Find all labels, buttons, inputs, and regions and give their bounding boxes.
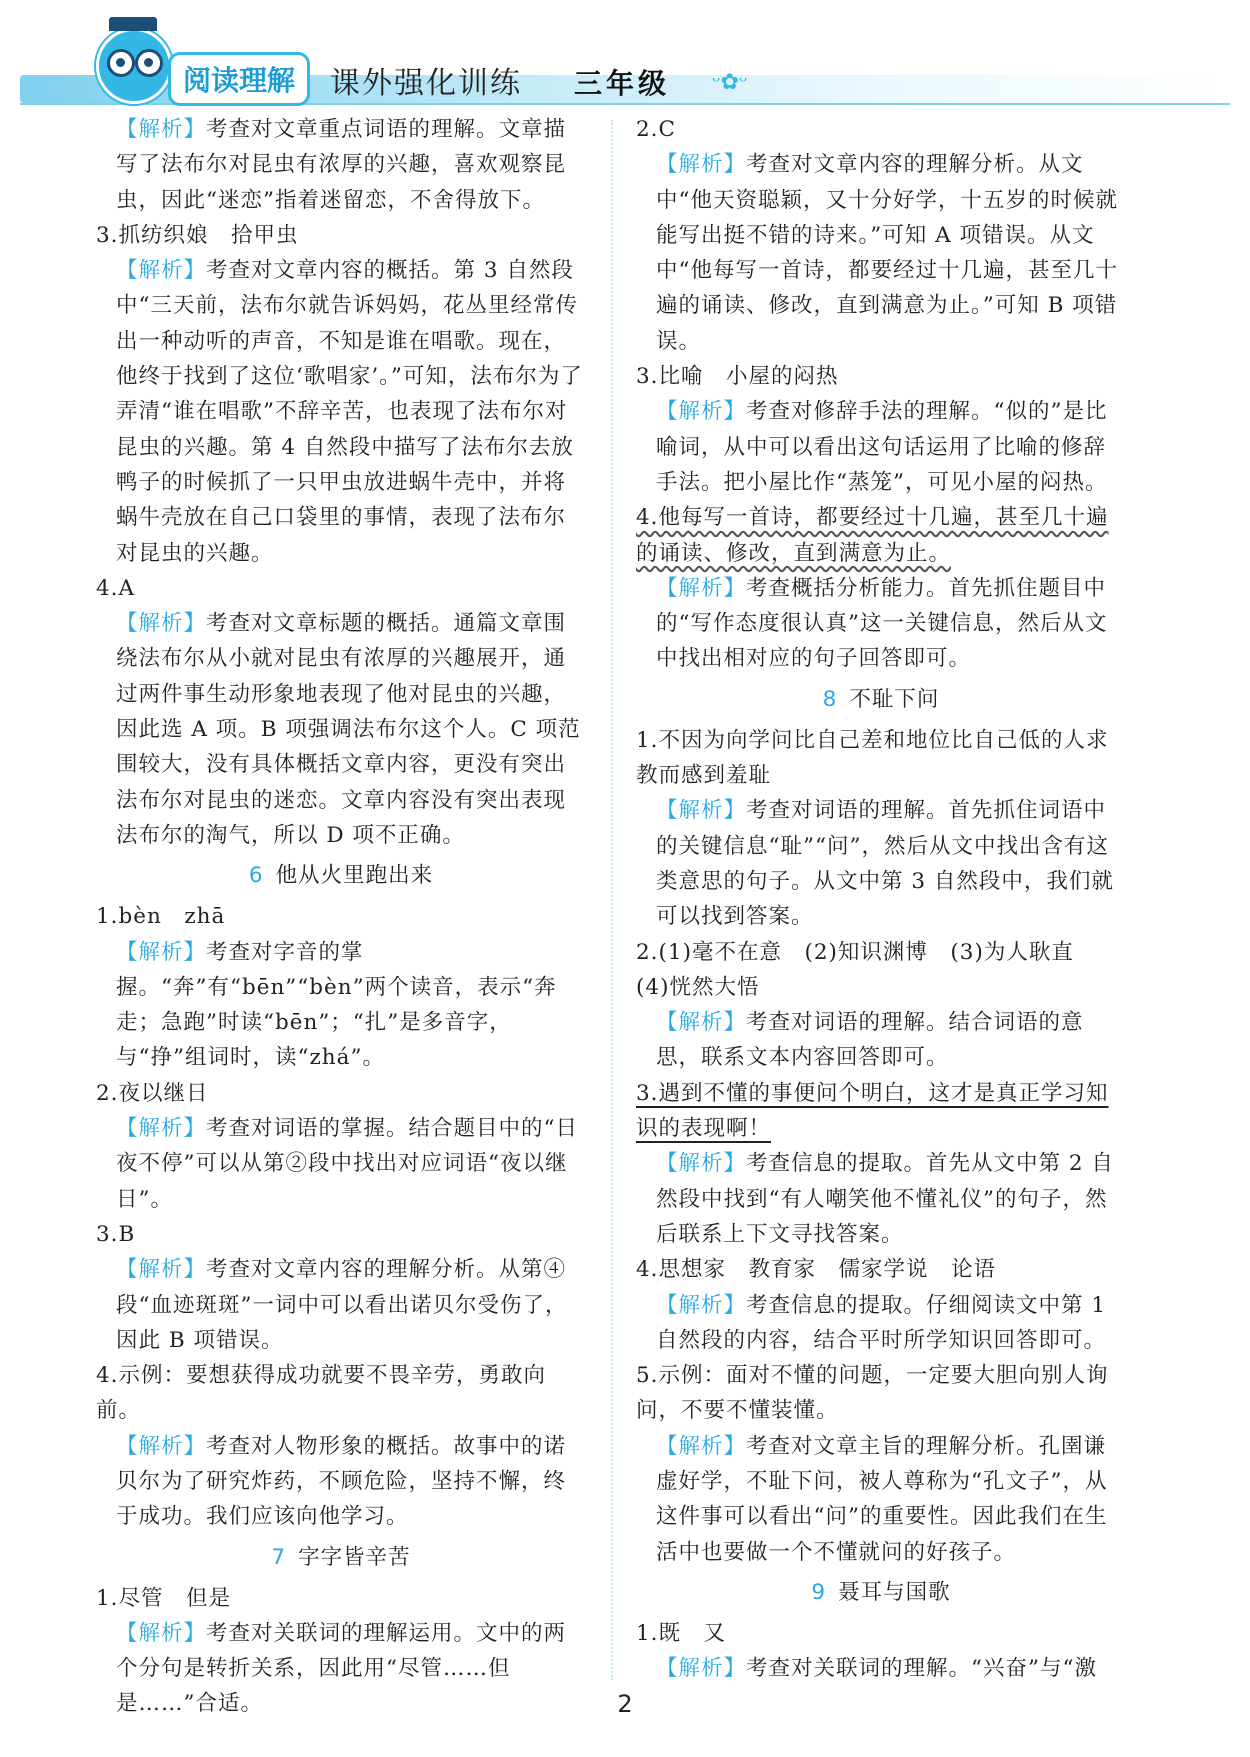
- analysis-paragraph: [96, 1429, 586, 1535]
- analysis-tag: 【解析】: [656, 152, 747, 178]
- analysis-paragraph: [636, 1651, 1126, 1686]
- analysis-paragraph: [96, 112, 586, 218]
- answer-text: 4.思想家 教育家 儒家学说 论语: [636, 1257, 997, 1283]
- analysis-text: 考查对词语的掌握。结合题目中的“日夜不停”可以从第②段中找出对应词语“夜以继日”。: [116, 1116, 579, 1212]
- section-heading: [636, 1570, 1126, 1616]
- answer-line: [96, 1076, 586, 1111]
- analysis-tag: 【解析】: [656, 1010, 747, 1036]
- analysis-paragraph: [636, 147, 1126, 359]
- answer-line: [96, 1217, 586, 1252]
- analysis-text: 考查对文章主旨的理解分析。孔圉谦虚好学，不耻下问，被人尊称为“孔文子”，从这件事可以看出“问”的重要性。因此我们在生活中也要做一个不懂就问的好孩子。: [656, 1433, 1108, 1565]
- analysis-tag-label: 解析: [138, 1116, 184, 1142]
- answer-text: 3.抓纺织娘 拾甲虫: [96, 222, 299, 248]
- answer-text: 3.遇到不懂的事便问个明白，这才是真正学习知识的表现啊！: [636, 1080, 1109, 1142]
- analysis-tag-label: 解析: [678, 1292, 724, 1318]
- answer-line: [636, 112, 1126, 147]
- answer-line: [636, 1616, 1126, 1651]
- answer-line: [96, 1358, 586, 1429]
- analysis-tag: 【解析】: [116, 258, 207, 284]
- analysis-text: 考查对文章重点词语的理解。文章描写了法布尔对昆虫有浓厚的兴趣，喜欢观察昆虫，因此“迷恋”指着迷留恋，不舍得放下。: [116, 117, 567, 213]
- section-number: 6: [248, 863, 264, 889]
- analysis-tag-label: 解析: [678, 575, 724, 601]
- analysis-tag: 【解析】: [656, 1656, 747, 1682]
- page-number: 2: [617, 1690, 633, 1718]
- analysis-text: 考查对人物形象的概括。故事中的诺贝尔为了研究炸药，不顾危险，坚持不懈，终于成功。我们应该向他学习。: [116, 1433, 567, 1530]
- answer-line: [96, 218, 586, 253]
- analysis-tag: 【解析】: [116, 1116, 207, 1142]
- analysis-text: 考查对文章内容的概括。第 3 自然段中“三天前，法布尔就告诉妈妈，花丛里经常传出一种动听的声音，不知是谁在唱歌。现在，他终于找到了这位‘歌唱家’。”可知，法布尔为了弄清“谁在唱歌”不辞辛苦，也表现了法布尔对昆虫的兴趣。第 4 自然段中描写了法布尔去放鸭子的时候抓了一只甲虫放进蜗牛壳中，并将蜗牛壳放在自己口袋里的事情，表现了法布尔对昆虫的兴趣。: [116, 258, 583, 566]
- analysis-tag-label: 解析: [678, 1151, 724, 1177]
- analysis-paragraph: [96, 253, 586, 571]
- grade-label: 三年级: [574, 67, 671, 100]
- analysis-tag: 【解析】: [116, 1433, 207, 1459]
- analysis-tag-label: 解析: [138, 1620, 184, 1646]
- answer-line: [96, 1581, 586, 1616]
- analysis-text: 考查对文章内容的理解分析。从第④段“血迹斑斑”一词中可以看出诺贝尔受伤了，因此 B 项错误。: [116, 1257, 568, 1353]
- analysis-tag: 【解析】: [116, 117, 207, 142]
- answer-text: 2.(1)毫不在意 (2)知识渊博 (3)为人耿直 (4)恍然大悟: [636, 939, 1097, 1000]
- analysis-tag: 【解析】: [656, 575, 747, 601]
- analysis-text: 考查信息的提取。首先从文中第 2 自然段中找到“有人嘲笑他不懂礼仪”的句子，然后联系上下文寻找答案。: [656, 1151, 1114, 1247]
- analysis-paragraph: [636, 571, 1126, 677]
- analysis-paragraph: [636, 1429, 1126, 1570]
- analysis-tag: 【解析】: [116, 1257, 207, 1283]
- analysis-text: 考查信息的提取。仔细阅读文中第 1 自然段的内容，结合平时所学知识回答即可。: [656, 1292, 1107, 1353]
- analysis-tag: 【解析】: [116, 1620, 207, 1646]
- answer-text: 3.比喻 小屋的闷热: [636, 364, 839, 390]
- analysis-text: 考查对关联词的理解。“兴奋”与“激: [746, 1656, 1098, 1682]
- analysis-paragraph: [96, 1111, 586, 1217]
- answer-column-left: [96, 112, 586, 1722]
- answer-line: [636, 935, 1126, 1006]
- analysis-tag-label: 解析: [678, 1433, 724, 1459]
- leaf-ornament-icon: ᵕ✿ᵕ: [712, 70, 748, 95]
- analysis-paragraph: [96, 935, 586, 1076]
- section-title: 不耻下问: [849, 686, 940, 712]
- section-heading: [96, 853, 586, 899]
- analysis-tag: 【解析】: [116, 611, 207, 637]
- answer-text: 4.示例：要想获得成功就要不畏辛劳，勇敢向前。: [96, 1363, 547, 1424]
- answer-text: 1.不因为向学问比自己差和地位比自己低的人求教而感到羞耻: [636, 727, 1109, 789]
- analysis-tag-label: 解析: [138, 939, 184, 965]
- owl-mascot-icon: [96, 28, 172, 104]
- analysis-paragraph: [96, 1252, 586, 1358]
- analysis-tag-label: 解析: [138, 258, 184, 284]
- answer-text: 4.A: [96, 575, 136, 601]
- analysis-tag-label: 解析: [678, 1656, 724, 1682]
- answer-line: [636, 1358, 1126, 1429]
- answer-line: [96, 571, 586, 606]
- section-number: 7: [271, 1544, 287, 1570]
- analysis-tag-label: 解析: [138, 1257, 184, 1283]
- answer-text: 3.B: [96, 1221, 136, 1247]
- analysis-paragraph: [636, 1005, 1126, 1076]
- answer-line: [636, 359, 1126, 394]
- analysis-tag-label: 解析: [678, 152, 724, 178]
- series-badge: 阅读理解: [168, 52, 310, 106]
- analysis-paragraph: [636, 394, 1126, 500]
- analysis-tag: 【解析】: [656, 1151, 747, 1177]
- analysis-tag: 【解析】: [656, 1292, 747, 1318]
- page-header: [0, 0, 1250, 115]
- analysis-text: 考查对词语的理解。结合词语的意思，联系文本内容回答即可。: [656, 1010, 1084, 1071]
- section-heading: [96, 1535, 586, 1581]
- section-title: 他从火里跑出来: [275, 863, 434, 889]
- analysis-text: 考查对关联词的理解运用。文中的两个分句是转折关系，因此用“尽管……但是……”合适。: [116, 1620, 567, 1717]
- analysis-tag: 【解析】: [656, 1433, 747, 1459]
- column-divider: [611, 120, 613, 1680]
- analysis-text: 考查对文章内容的理解分析。从文中“他天资聪颖，又十分好学，十五岁的时候就能写出挺不错的诗来。”可知 A 项错误。从文中“他每写一首诗，都要经过十几遍，甚至几十遍的诵读、修改，直到满意为止。”可知 B 项错误。: [656, 152, 1118, 354]
- answer-text: 5.示例：面对不懂的问题，一定要大胆向别人询问，不要不懂装懂。: [636, 1363, 1109, 1424]
- answer-line: [636, 1076, 1126, 1147]
- analysis-tag-label: 解析: [138, 117, 184, 142]
- analysis-paragraph: [636, 793, 1126, 934]
- analysis-paragraph: [96, 606, 586, 853]
- analysis-tag-label: 解析: [678, 399, 724, 425]
- section-title: 字字皆辛苦: [298, 1544, 411, 1570]
- answer-column-right: [636, 112, 1126, 1686]
- analysis-tag: 【解析】: [656, 399, 747, 425]
- answer-line: [636, 1252, 1126, 1287]
- analysis-tag-label: 解析: [678, 798, 724, 824]
- section-title: 聂耳与国歌: [838, 1579, 951, 1605]
- analysis-text: 考查对文章标题的概括。通篇文章围绕法布尔从小就对昆虫有浓厚的兴趣展开，通过两件事生动形象地表现了他对昆虫的兴趣，因此选 A 项。B 项强调法布尔这个人。C 项范围较大，没有具体概括文章内容，更没有突出法布尔对昆虫的迷恋。文章内容没有突出表现法布尔的淘气，所以 D 项不正确。: [116, 611, 581, 848]
- analysis-tag-label: 解析: [678, 1010, 724, 1036]
- analysis-paragraph: [636, 1146, 1126, 1252]
- answer-text: 2.C: [636, 117, 676, 142]
- book-subtitle: 课外强化训练: [330, 66, 522, 101]
- analysis-tag: 【解析】: [116, 939, 207, 965]
- answer-line: [96, 899, 586, 934]
- answer-text: 1.尽管 但是: [96, 1585, 232, 1611]
- analysis-paragraph: [636, 1288, 1126, 1359]
- answer-line: [636, 500, 1126, 571]
- analysis-tag: 【解析】: [656, 798, 747, 824]
- section-number: 8: [822, 686, 838, 712]
- analysis-tag-label: 解析: [138, 1433, 184, 1459]
- answer-text: 2.夜以继日: [96, 1080, 209, 1106]
- analysis-text: 考查对修辞手法的理解。“似的”是比喻词，从中可以看出这句话运用了比喻的修辞手法。把小屋比作“蒸笼”，可见小屋的闷热。: [656, 399, 1108, 495]
- section-number: 9: [811, 1579, 827, 1605]
- answer-line: [636, 723, 1126, 794]
- analysis-text: 考查概括分析能力。首先抓住题目中的“写作态度很认真”这一关键信息，然后从文中找出相对应的句子回答即可。: [656, 575, 1108, 672]
- analysis-text: 考查对字音的掌握。“奔”有“bēn”“bèn”两个读音，表示“奔走；急跑”时读“bēn”；“扎”是多音字，与“挣”组词时，读“zhá”。: [116, 939, 557, 1071]
- analysis-text: 考查对词语的理解。首先抓住词语中的关键信息“耻”“问”，然后从文中找出含有这类意思的句子。从文中第 3 自然段中，我们就可以找到答案。: [656, 798, 1114, 930]
- analysis-tag-label: 解析: [138, 611, 184, 637]
- answer-text: 1.既 又: [636, 1620, 727, 1646]
- answer-text: 1.bèn zhā: [96, 904, 226, 930]
- answer-text: 4.他每写一首诗，都要经过十几遍，甚至几十遍的诵读、修改，直到满意为止。: [636, 505, 1109, 566]
- section-heading: [636, 677, 1126, 723]
